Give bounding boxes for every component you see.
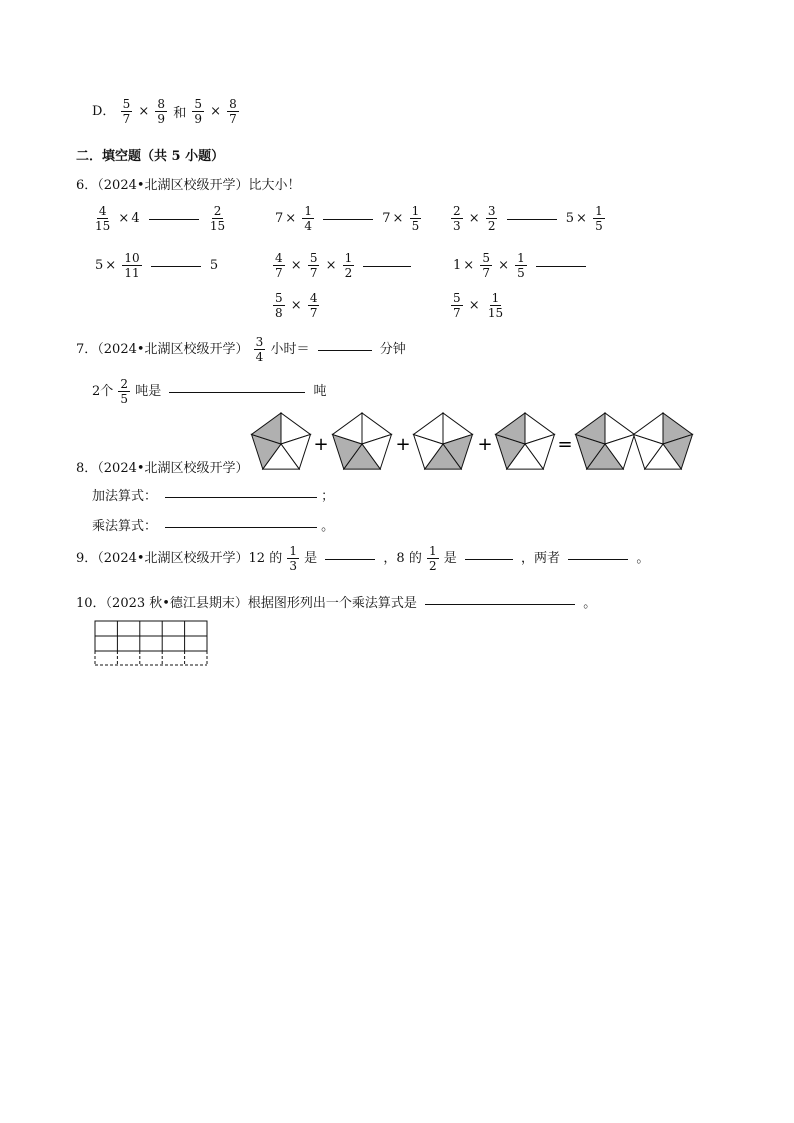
q6-prompt: 6．（2024•北湖区校级开学）比大小！ (76, 178, 301, 193)
answer-blank[interactable] (169, 391, 305, 393)
q6-item-2b: $\frac{4}{7}$ × $\frac{5}{7}$ × $\frac{1}{2}$ (272, 252, 415, 279)
q7-line2: 2个 $\frac{2}{5}$ 吨是 吨 (92, 377, 327, 406)
fraction: $\frac{5}{7}$ (122, 97, 131, 126)
q8-addition: 加法算式： ； (92, 489, 335, 504)
pentagon-shape (333, 413, 392, 469)
answer-blank[interactable] (318, 349, 372, 351)
q6-item-2c: 1 × $\frac{5}{7}$ × $\frac{1}{5}$ (452, 252, 590, 279)
plus-sign: + (395, 434, 411, 455)
fraction: $\frac{8}{7}$ (229, 97, 237, 126)
q6-item-1c: $\frac{2}{3}$ × $\frac{3}{2}$ 5 × $\frac{1}{5}$ (453, 204, 603, 233)
answer-blank[interactable] (323, 218, 373, 220)
answer-blank[interactable] (325, 558, 375, 560)
q6-item-3b: $\frac{5}{8}$ × $\frac{4}{7}$ (275, 291, 318, 320)
fraction: $\frac{8}{9}$ (157, 97, 166, 126)
pentagon-shape (252, 413, 311, 469)
answer-blank[interactable] (568, 558, 628, 560)
plus-sign: + (313, 434, 329, 455)
answer-blank[interactable] (363, 265, 411, 267)
answer-blank[interactable] (165, 496, 317, 498)
pentagon-shape (634, 413, 693, 469)
pentagon-equation (245, 408, 700, 476)
plus-sign: + (477, 434, 493, 455)
answer-blank[interactable] (165, 526, 317, 528)
answer-blank[interactable] (465, 558, 513, 560)
option-d: D． $\frac{5}{7}$ × $\frac{8}{9}$ 和 $\frac{5}{9}$ × $\frac{8}{7}$ (92, 97, 237, 126)
q6-item-2a: 5 × $\frac{10}{11}$ 5 (95, 251, 219, 280)
answer-blank[interactable] (151, 265, 201, 267)
equals-sign: = (557, 434, 573, 455)
q10-line: 10．（2023 秋•德江县期末）根据图形列出一个乘法算式是 。 (76, 596, 597, 611)
q6-item-3c: $\frac{5}{7}$ × $\frac{1}{15}$ (453, 291, 504, 320)
pentagon-shape (576, 413, 635, 469)
answer-blank[interactable] (425, 603, 575, 605)
q7-line1: 7．（2024•北湖区校级开学） $\frac{3}{4}$ 小时＝ 分钟 (76, 335, 406, 364)
pentagon-shape (414, 413, 473, 469)
section-title: 二．填空题（共 5 小题） (76, 149, 225, 164)
answer-blank[interactable] (507, 218, 557, 220)
q9-line: 9．（2024•北湖区校级开学）12 的 $\frac{1}{3}$ 是 ，8 的 $\frac{1}{2}$ 是 ，两者 。 (76, 544, 650, 573)
fraction: $\frac{5}{9}$ (194, 97, 202, 126)
q8-multiplication: 乘法算式： 。 (92, 519, 335, 534)
q8-prompt: 8．（2024•北湖区校级开学） (76, 461, 249, 476)
grid-figure (94, 620, 210, 668)
answer-blank[interactable] (536, 265, 586, 267)
answer-blank[interactable] (149, 218, 199, 220)
q6-item-1b: 7 × $\frac{1}{4}$ 7 × $\frac{1}{5}$ (275, 204, 420, 233)
q6-item-1a: $\frac{4}{15}$ × 4 $\frac{2}{15}$ (95, 204, 226, 233)
pentagon-shape (496, 413, 555, 469)
